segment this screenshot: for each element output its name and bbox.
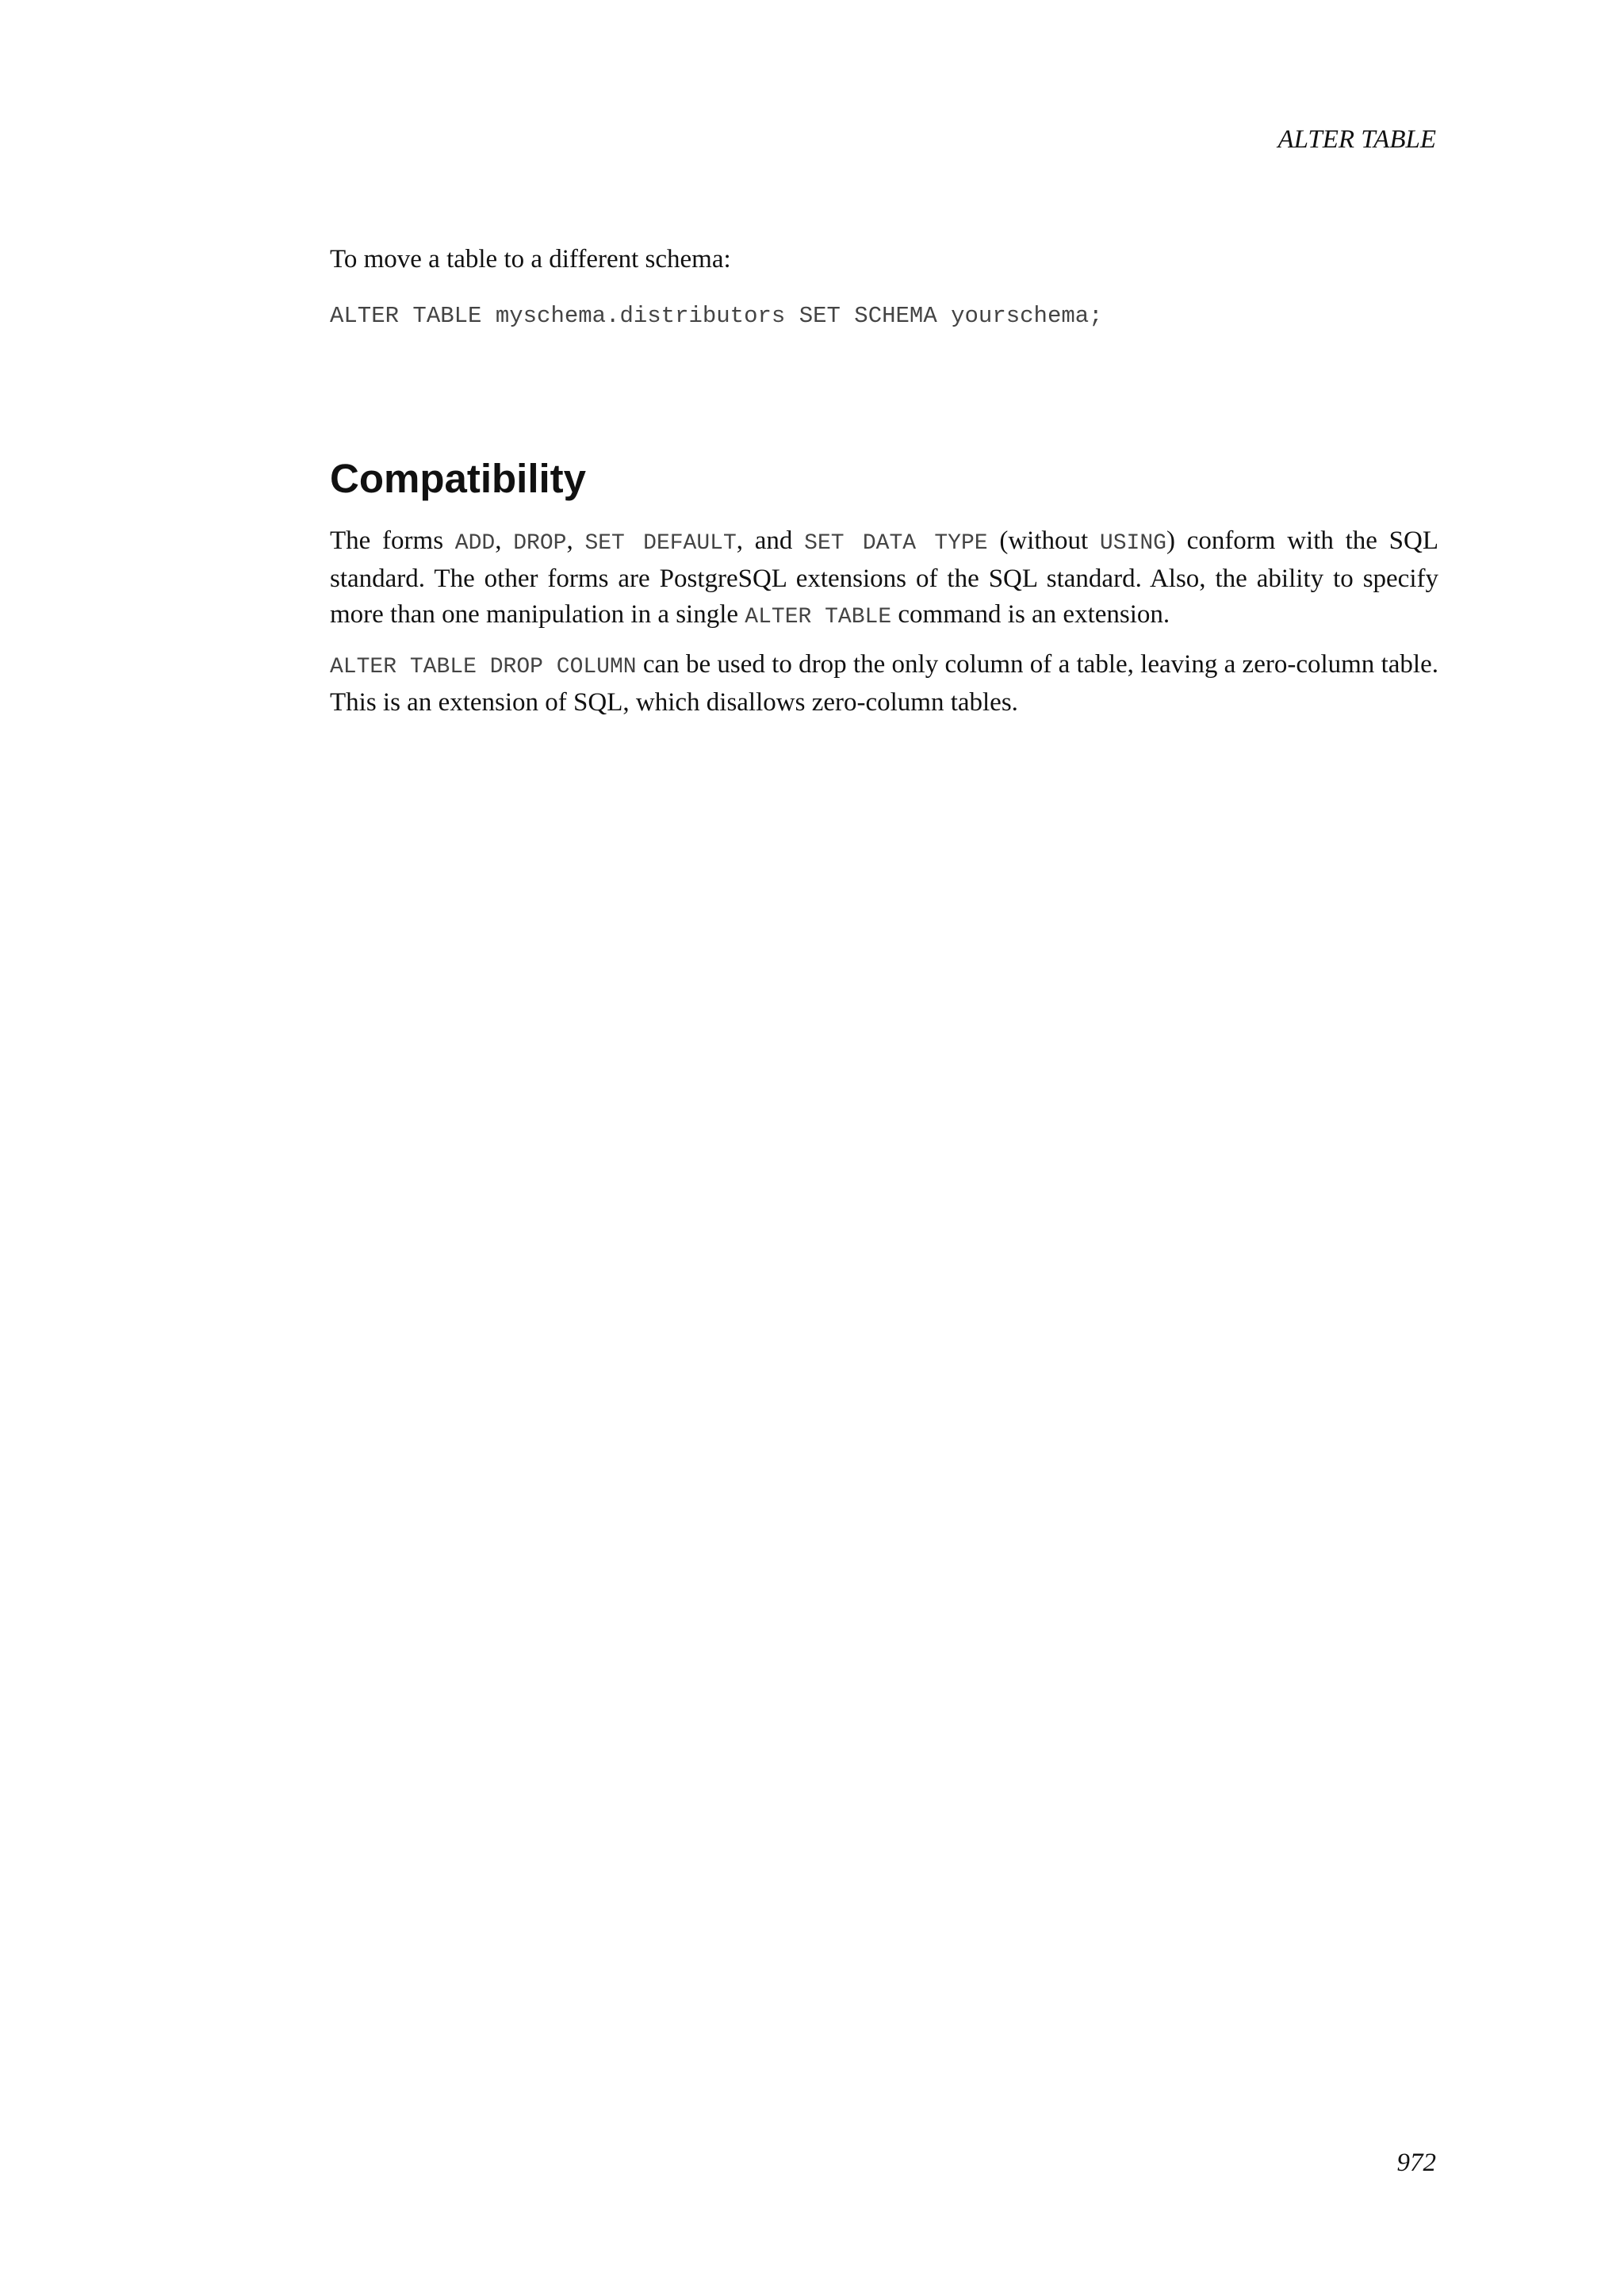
page-number: 972: [1396, 2149, 1436, 2177]
code-term: ALTER TABLE DROP COLUMN: [330, 655, 637, 680]
compatibility-paragraph-2: [330, 647, 1438, 721]
text-fragment: ,: [566, 526, 585, 556]
code-example: ALTER TABLE myschema.distributors SET SCHEMA yourschema;: [330, 303, 1103, 329]
text-fragment: ) conform with the SQL standard. The other forms are PostgreSQL extensions of the SQL standard. Also, the ability to specify more than one manipulation in a single: [330, 526, 1439, 629]
code-term: USING: [1099, 531, 1166, 557]
code-term: SET DATA TYPE: [804, 531, 988, 557]
code-term: DROP: [513, 531, 567, 557]
running-header: ALTER TABLE: [1277, 125, 1436, 154]
code-term: ADD: [454, 531, 496, 557]
section-title-compatibility: Compatibility: [330, 456, 587, 501]
text-fragment: , and: [736, 526, 805, 556]
page-content: [330, 242, 1438, 721]
compatibility-paragraph-1: [330, 523, 1438, 635]
intro-paragraph: To move a table to a different schema:: [330, 245, 731, 274]
text-fragment: ,: [495, 526, 514, 556]
text-fragment: can be used to drop the only column of a table, leaving a zero-column table. This is an extension of SQL, which disallows zero-column tables.: [330, 650, 1438, 718]
code-term: ALTER TABLE: [745, 605, 892, 630]
text-fragment: The forms: [330, 526, 455, 556]
text-fragment: command is an extension.: [891, 600, 1170, 629]
text-fragment: (without: [987, 526, 1100, 556]
code-term: SET DEFAULT: [584, 531, 737, 557]
